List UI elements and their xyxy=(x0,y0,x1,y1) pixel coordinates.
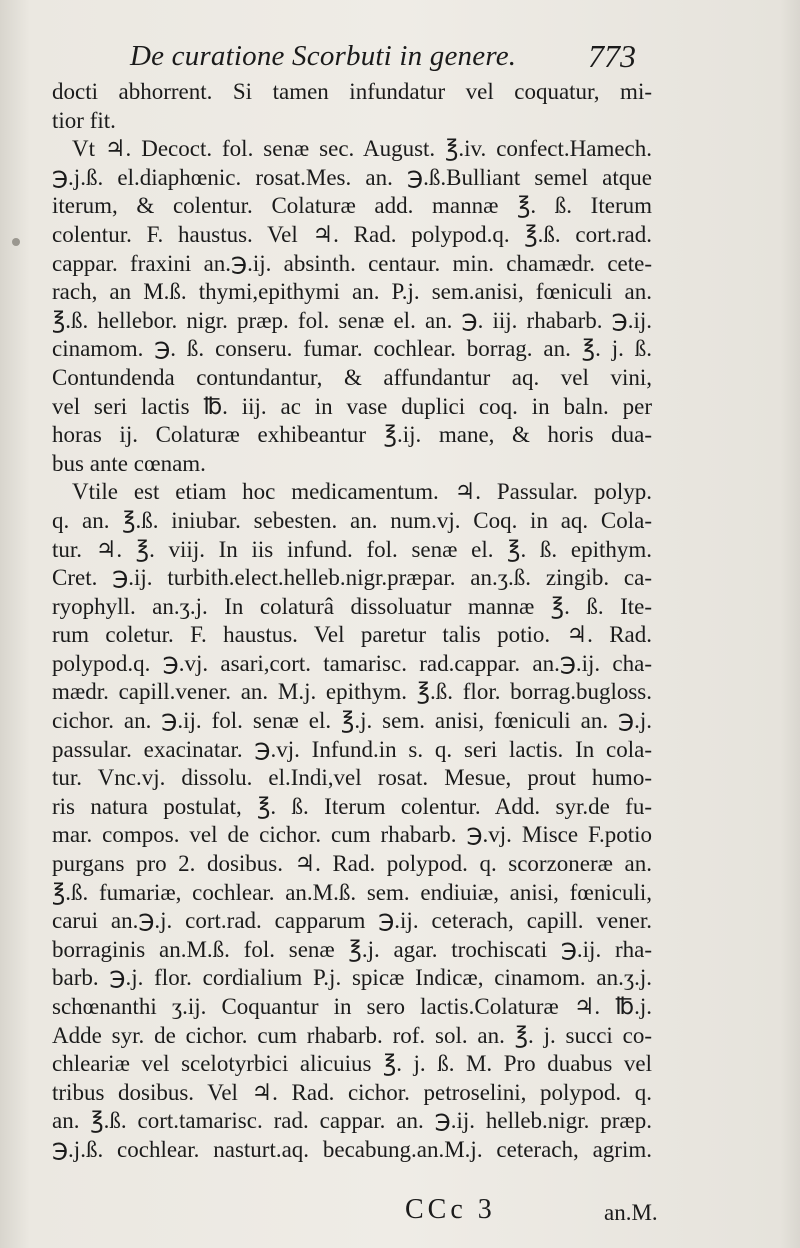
text-line: vel seri lactis ℔. iij. ac in vase duplici coq. in baln. per xyxy=(52,393,652,419)
text-line: bus ante cœnam. xyxy=(52,450,206,476)
text-line: barb. ℈.j. flor. cordialium P.j. spicæ Indicæ, cinamom. an.ʒ.j. xyxy=(52,965,652,991)
text-line: ris natura postulat, ℥. ß. Iterum colentur. Add. syr.de fu- xyxy=(52,793,652,819)
text-line: Adde syr. de cichor. cum rhabarb. rof. sol. an. ℥. j. succi co- xyxy=(52,1022,652,1048)
text-line: cinamom. ℈. ß. conseru. fumar. cochlear. borrag. an. ℥. j. ß. xyxy=(52,336,652,362)
text-line: an. ℥.ß. cort.tamarisc. rad. cappar. an. ℈.ij. helleb.nigr. præp. xyxy=(52,1108,652,1134)
ink-speck xyxy=(12,238,20,246)
text-line: Vtile est etiam hoc medicamentum. ♃. Passular. polyp. xyxy=(72,479,652,505)
text-line: tribus dosibus. Vel ♃. Rad. cichor. petroselini, polypod. q. xyxy=(52,1079,652,1105)
page-header xyxy=(0,40,800,80)
text-line: iterum, & colentur. Colaturæ add. mannæ ℥. ß. Iterum xyxy=(52,193,652,219)
running-title: De curatione Scorbuti in genere. xyxy=(130,40,517,72)
text-line: ryophyll. an.ʒ.j. In colaturâ dissoluatur mannæ ℥. ß. Ite- xyxy=(52,593,652,619)
text-line: Contundenda contundantur, & affundantur aq. vel vini, xyxy=(52,364,652,390)
signature-letters: CCc xyxy=(405,1194,467,1225)
text-line: passular. exacinatar. ℈.vj. Infund.in s. q. seri lactis. In cola- xyxy=(52,736,652,762)
text-line: docti abhorrent. Si tamen infundatur vel coquatur, mi- xyxy=(52,79,652,104)
text-line: ℥.ß. hellebor. nigr. præp. fol. senæ el. an. ℈. iij. rhabarb. ℈.ij. xyxy=(52,307,652,333)
text-line: ℥.ß. fumariæ, cochlear. an.M.ß. sem. endiuiæ, anisi, fœniculi, xyxy=(52,879,652,905)
text-line: tur. Vnc.vj. dissolu. el.Indi,vel rosat. Mesue, prout humo- xyxy=(52,765,652,791)
text-line: schœnanthi ʒ.ij. Coquantur in sero lactis.Colaturæ ♃. ℔.j. xyxy=(52,994,652,1019)
page-footer xyxy=(0,1194,800,1234)
text-line: rach, an M.ß. thymi,epithymi an. P.j. sem.anisi, fœniculi an. xyxy=(52,279,652,305)
text-line: Cret. ℈.ij. turbith.elect.helleb.nigr.præpar. an.ʒ.ß. zingib. ca- xyxy=(52,565,652,591)
text-line: polypod.q. ℈.vj. asari,cort. tamarisc. rad.cappar. an.℈.ij. cha- xyxy=(52,650,652,676)
signature-number: 3 xyxy=(477,1194,496,1225)
catchword: an.M. xyxy=(604,1200,658,1225)
text-line: q. an. ℥.ß. iniubar. sebesten. an. num.vj. Coq. in aq. Cola- xyxy=(52,507,652,533)
text-line: mar. compos. vel de cichor. cum rhabarb. ℈.vj. Misce F.potio xyxy=(52,822,652,848)
text-line: colentur. F. haustus. Vel ♃. Rad. polypod.q. ℥.ß. cort.rad. xyxy=(52,221,652,247)
text-line: cichor. an. ℈.ij. fol. senæ el. ℥.j. sem. anisi, fœniculi an. ℈.j. xyxy=(52,708,652,734)
text-line: borraginis an.M.ß. fol. senæ ℥.j. agar. trochiscati ℈.ij. rha- xyxy=(52,936,652,962)
text-line: chleariæ vel scelotyrbici alicuius ℥. j. ß. M. Pro duabus vel xyxy=(52,1051,652,1077)
text-line: rum coletur. F. haustus. Vel paretur talis potio. ♃. Rad. xyxy=(52,622,652,648)
text-line: ℈.j.ß. el.diaphœnic. rosat.Mes. an. ℈.ß.Bulliant semel atque xyxy=(52,164,652,190)
text-line: mædr. capill.vener. an. M.j. epithym. ℥.ß. flor. borrag.bugloss. xyxy=(52,679,652,705)
text-line: horas ij. Colaturæ exhibeantur ℥.ij. mane, & horis dua- xyxy=(52,422,652,448)
text-line: cappar. fraxini an.℈.ij. absinth. centaur. min. chamædr. cete- xyxy=(52,250,652,276)
text-line: ℈.j.ß. cochlear. nasturt.aq. becabung.an.M.j. ceterach, agrim. xyxy=(52,1136,652,1162)
text-line: Vt ♃. Decoct. fol. senæ sec. August. ℥.iv. confect.Hamech. xyxy=(72,136,652,162)
signature-mark xyxy=(405,1194,496,1226)
text-line: carui an.℈.j. cort.rad. capparum ℈.ij. ceterach, capill. vener. xyxy=(52,908,652,934)
text-line: tior fit. xyxy=(52,107,116,133)
text-line: tur. ♃. ℥. viij. In iis infund. fol. senæ el. ℥. ß. epithym. xyxy=(52,536,652,562)
page-number: 773 xyxy=(588,38,636,74)
text-line: purgans pro 2. dosibus. ♃. Rad. polypod. q. scorzoneræ an. xyxy=(52,851,652,877)
body-text xyxy=(52,78,652,1165)
